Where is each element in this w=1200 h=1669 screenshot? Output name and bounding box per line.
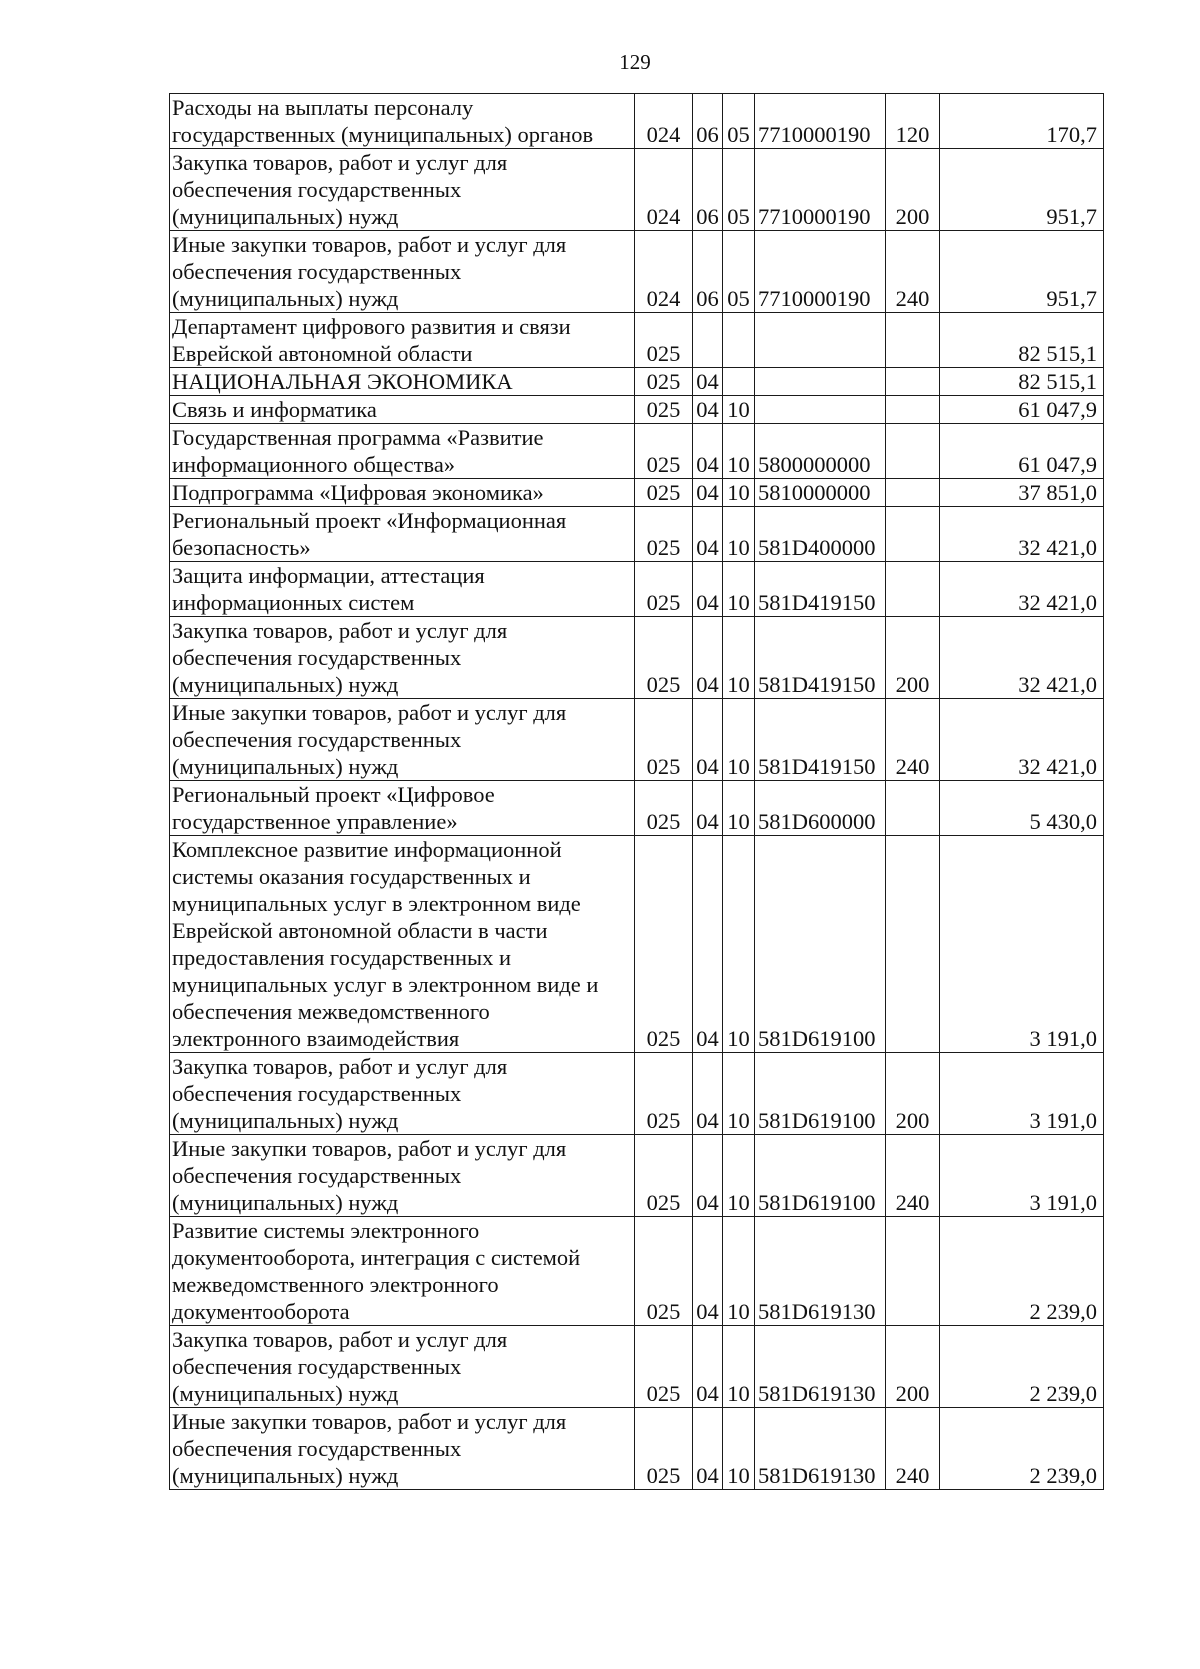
row-name-cell: Закупка товаров, работ и услуг для обеспечения государственных (муниципальных) нужд <box>170 149 635 231</box>
table-row <box>170 1408 1104 1490</box>
subsection-code-cell: 05 <box>723 94 755 149</box>
target-article-cell: 581D600000 <box>755 781 886 836</box>
section-code-cell: 04 <box>693 617 723 699</box>
subsection-code-cell: 10 <box>723 1408 755 1490</box>
expense-type-cell <box>886 313 940 368</box>
table-row <box>170 313 1104 368</box>
table-row <box>170 781 1104 836</box>
section-code-cell: 06 <box>693 94 723 149</box>
expense-type-cell: 240 <box>886 1408 940 1490</box>
table-row <box>170 424 1104 479</box>
expense-type-cell: 200 <box>886 617 940 699</box>
row-name-cell: Иные закупки товаров, работ и услуг для обеспечения государственных (муниципальных) нужд <box>170 231 635 313</box>
subsection-code-cell: 10 <box>723 562 755 617</box>
target-article-cell: 581D619130 <box>755 1408 886 1490</box>
ministry-code-cell: 025 <box>635 424 693 479</box>
target-article-cell <box>755 396 886 424</box>
table-row <box>170 1326 1104 1408</box>
ministry-code-cell: 025 <box>635 699 693 781</box>
budget-table <box>169 93 1104 1490</box>
row-name-cell: Иные закупки товаров, работ и услуг для обеспечения государственных (муниципальных) нужд <box>170 1408 635 1490</box>
table-row <box>170 836 1104 1053</box>
subsection-code-cell: 10 <box>723 396 755 424</box>
amount-cell: 170,7 <box>940 94 1104 149</box>
amount-cell: 61 047,9 <box>940 396 1104 424</box>
expense-type-cell <box>886 836 940 1053</box>
amount-cell: 951,7 <box>940 149 1104 231</box>
row-name-cell: Развитие системы электронного документооборота, интеграция с системой межведомственного электронного документооборота <box>170 1217 635 1326</box>
row-name-cell: Иные закупки товаров, работ и услуг для обеспечения государственных (муниципальных) нужд <box>170 1135 635 1217</box>
ministry-code-cell: 024 <box>635 94 693 149</box>
page-number: 129 <box>619 50 651 74</box>
table-body <box>170 94 1104 1490</box>
ministry-code-cell: 025 <box>635 1053 693 1135</box>
target-article-cell: 581D619130 <box>755 1326 886 1408</box>
amount-cell: 5 430,0 <box>940 781 1104 836</box>
amount-cell: 32 421,0 <box>940 617 1104 699</box>
ministry-code-cell: 025 <box>635 781 693 836</box>
expense-type-cell: 240 <box>886 231 940 313</box>
table-row <box>170 368 1104 396</box>
expense-type-cell: 240 <box>886 699 940 781</box>
expense-type-cell <box>886 424 940 479</box>
row-name-cell: Защита информации, аттестация информационных систем <box>170 562 635 617</box>
ministry-code-cell: 025 <box>635 479 693 507</box>
section-code-cell: 04 <box>693 396 723 424</box>
amount-cell: 82 515,1 <box>940 313 1104 368</box>
section-code-cell: 04 <box>693 781 723 836</box>
amount-cell: 32 421,0 <box>940 507 1104 562</box>
section-code-cell: 04 <box>693 836 723 1053</box>
subsection-code-cell <box>723 368 755 396</box>
target-article-cell: 7710000190 <box>755 94 886 149</box>
subsection-code-cell: 10 <box>723 1135 755 1217</box>
row-name-cell: Закупка товаров, работ и услуг для обеспечения государственных (муниципальных) нужд <box>170 617 635 699</box>
subsection-code-cell: 05 <box>723 149 755 231</box>
section-code-cell: 04 <box>693 562 723 617</box>
row-name-cell: Подпрограмма «Цифровая экономика» <box>170 479 635 507</box>
section-code-cell: 04 <box>693 424 723 479</box>
amount-cell: 61 047,9 <box>940 424 1104 479</box>
section-code-cell: 04 <box>693 1217 723 1326</box>
target-article-cell: 7710000190 <box>755 231 886 313</box>
target-article-cell: 5810000000 <box>755 479 886 507</box>
ministry-code-cell: 025 <box>635 1217 693 1326</box>
subsection-code-cell: 05 <box>723 231 755 313</box>
amount-cell: 2 239,0 <box>940 1326 1104 1408</box>
row-name-cell: Региональный проект «Информационная безопасность» <box>170 507 635 562</box>
target-article-cell: 581D419150 <box>755 562 886 617</box>
subsection-code-cell: 10 <box>723 836 755 1053</box>
amount-cell: 3 191,0 <box>940 1135 1104 1217</box>
section-code-cell: 04 <box>693 1053 723 1135</box>
subsection-code-cell: 10 <box>723 699 755 781</box>
section-code-cell: 04 <box>693 479 723 507</box>
table-row <box>170 699 1104 781</box>
target-article-cell: 581D419150 <box>755 699 886 781</box>
target-article-cell: 5800000000 <box>755 424 886 479</box>
amount-cell: 82 515,1 <box>940 368 1104 396</box>
target-article-cell <box>755 368 886 396</box>
target-article-cell: 581D619100 <box>755 1135 886 1217</box>
section-code-cell: 04 <box>693 699 723 781</box>
row-name-cell: Расходы на выплаты персоналу государственных (муниципальных) органов <box>170 94 635 149</box>
table-row <box>170 479 1104 507</box>
amount-cell: 951,7 <box>940 231 1104 313</box>
table-row <box>170 507 1104 562</box>
amount-cell: 3 191,0 <box>940 836 1104 1053</box>
subsection-code-cell: 10 <box>723 479 755 507</box>
subsection-code-cell: 10 <box>723 617 755 699</box>
target-article-cell: 581D619130 <box>755 1217 886 1326</box>
expense-type-cell: 200 <box>886 1326 940 1408</box>
expense-type-cell: 120 <box>886 94 940 149</box>
ministry-code-cell: 025 <box>635 836 693 1053</box>
row-name-cell: Департамент цифрового развития и связи Еврейской автономной области <box>170 313 635 368</box>
ministry-code-cell: 024 <box>635 149 693 231</box>
row-name-cell: Иные закупки товаров, работ и услуг для обеспечения государственных (муниципальных) нужд <box>170 699 635 781</box>
target-article-cell: 581D619100 <box>755 1053 886 1135</box>
amount-cell: 2 239,0 <box>940 1408 1104 1490</box>
section-code-cell <box>693 313 723 368</box>
section-code-cell: 04 <box>693 1135 723 1217</box>
row-name-cell: Комплексное развитие информационной системы оказания государственных и муниципальных услуг в электронном виде Еврейской автономной области в части предоставления государственных и муниципальных услуг в электронном виде и обеспечения межведомственного электронного взаимодействия <box>170 836 635 1053</box>
expense-type-cell <box>886 368 940 396</box>
section-code-cell: 04 <box>693 1408 723 1490</box>
expense-type-cell <box>886 1217 940 1326</box>
table-row <box>170 562 1104 617</box>
target-article-cell: 581D619100 <box>755 836 886 1053</box>
table-row <box>170 617 1104 699</box>
section-code-cell: 06 <box>693 149 723 231</box>
subsection-code-cell <box>723 313 755 368</box>
target-article-cell: 581D400000 <box>755 507 886 562</box>
table-row <box>170 231 1104 313</box>
ministry-code-cell: 025 <box>635 617 693 699</box>
section-code-cell: 04 <box>693 1326 723 1408</box>
row-name-cell: Региональный проект «Цифровое государственное управление» <box>170 781 635 836</box>
ministry-code-cell: 025 <box>635 562 693 617</box>
table-row <box>170 1135 1104 1217</box>
subsection-code-cell: 10 <box>723 424 755 479</box>
amount-cell: 32 421,0 <box>940 699 1104 781</box>
amount-cell: 2 239,0 <box>940 1217 1104 1326</box>
expense-type-cell <box>886 562 940 617</box>
expense-type-cell: 240 <box>886 1135 940 1217</box>
ministry-code-cell: 025 <box>635 368 693 396</box>
expense-type-cell <box>886 781 940 836</box>
ministry-code-cell: 025 <box>635 396 693 424</box>
row-name-cell: Связь и информатика <box>170 396 635 424</box>
ministry-code-cell: 025 <box>635 1135 693 1217</box>
expense-type-cell: 200 <box>886 149 940 231</box>
subsection-code-cell: 10 <box>723 781 755 836</box>
section-code-cell: 04 <box>693 507 723 562</box>
row-name-cell: Государственная программа «Развитие информационного общества» <box>170 424 635 479</box>
ministry-code-cell: 025 <box>635 1408 693 1490</box>
table-row <box>170 1217 1104 1326</box>
amount-cell: 37 851,0 <box>940 479 1104 507</box>
table-row <box>170 149 1104 231</box>
amount-cell: 3 191,0 <box>940 1053 1104 1135</box>
section-code-cell: 04 <box>693 368 723 396</box>
ministry-code-cell: 025 <box>635 313 693 368</box>
subsection-code-cell: 10 <box>723 1053 755 1135</box>
ministry-code-cell: 025 <box>635 507 693 562</box>
expense-type-cell <box>886 479 940 507</box>
ministry-code-cell: 024 <box>635 231 693 313</box>
row-name-cell: Закупка товаров, работ и услуг для обеспечения государственных (муниципальных) нужд <box>170 1053 635 1135</box>
target-article-cell <box>755 313 886 368</box>
subsection-code-cell: 10 <box>723 1217 755 1326</box>
target-article-cell: 581D419150 <box>755 617 886 699</box>
row-name-cell: Закупка товаров, работ и услуг для обеспечения государственных (муниципальных) нужд <box>170 1326 635 1408</box>
expense-type-cell <box>886 396 940 424</box>
amount-cell: 32 421,0 <box>940 562 1104 617</box>
row-name-cell: НАЦИОНАЛЬНАЯ ЭКОНОМИКА <box>170 368 635 396</box>
table-row <box>170 1053 1104 1135</box>
subsection-code-cell: 10 <box>723 1326 755 1408</box>
table-row <box>170 396 1104 424</box>
target-article-cell: 7710000190 <box>755 149 886 231</box>
expense-type-cell: 200 <box>886 1053 940 1135</box>
table-row <box>170 94 1104 149</box>
ministry-code-cell: 025 <box>635 1326 693 1408</box>
expense-type-cell <box>886 507 940 562</box>
subsection-code-cell: 10 <box>723 507 755 562</box>
section-code-cell: 06 <box>693 231 723 313</box>
